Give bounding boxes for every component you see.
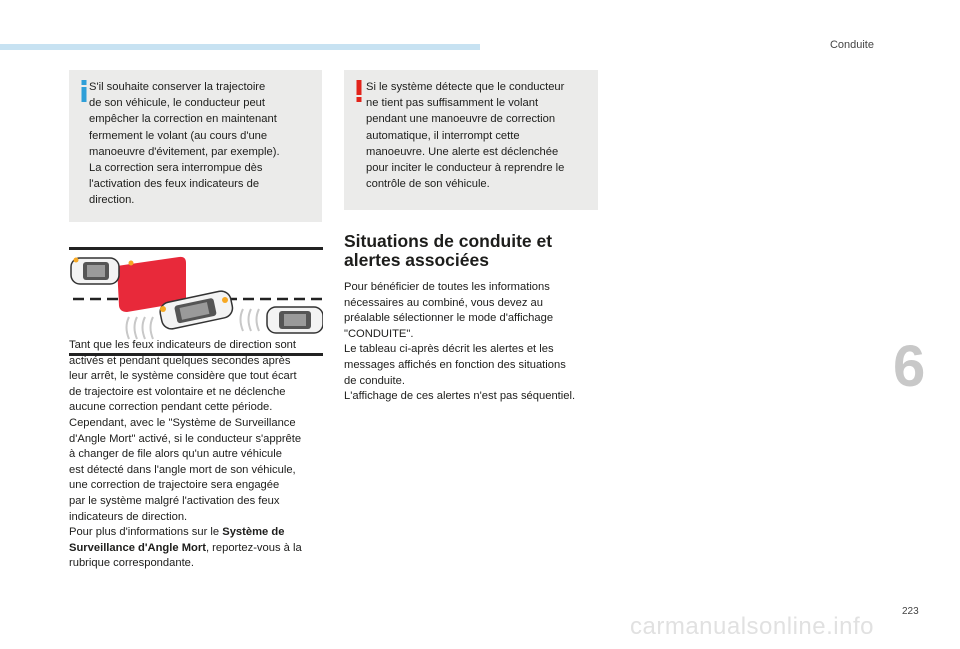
info-note-text: S'il souhaite conserver la trajectoire de son véhicule, le conducteur peut empêcher la correction en maintenant fermement le volant (au cours d'une manoeuvre d'évitement, par exemple). La correction sera interrompue dès l'activation des feux indicateurs de direction.: [89, 81, 280, 207]
section-heading: Situations de conduite et alertes associées: [344, 231, 553, 270]
left-column-text-tail: , reportez-vous à la rubrique correspondante.: [69, 541, 302, 570]
warning-note: [344, 70, 598, 210]
info-icon: [80, 80, 88, 102]
turn-indicator-light: [129, 261, 134, 266]
blind-spot-system-bold: Système de Surveillance d'Angle Mort: [69, 526, 285, 554]
warning-note-text: Si le système détecte que le conducteur ne tient pas suffisamment le volant pendant une manoeuvre de correction automatique, il interrompt cette manoeuvre. Une alerte est déclenchée pour inciter le conducteur à reprendre le contrôle de son véhicule.: [366, 81, 565, 191]
header-bar: [0, 44, 480, 50]
car-right-bottom: [267, 307, 323, 333]
road-edge-top: [69, 247, 323, 250]
right-column-text: Pour bénéficier de toutes les informations nécessaires au combiné, vous devez au préalable sélectionner le mode d'affichage "CONDUITE". Le tableau ci-après décrit les alertes et les messages affichés en fonction des situations de conduite. L'affichage de ces alertes n'est pas séquentiel.: [344, 281, 576, 403]
left-column-text: [69, 338, 325, 572]
wave-marks-left: [127, 317, 154, 339]
turn-indicator-light: [222, 297, 228, 303]
section-title: Conduite: [829, 39, 874, 51]
wave-marks-right: [241, 309, 260, 331]
turn-indicator-light: [160, 306, 166, 312]
chapter-number: 6: [893, 334, 926, 399]
page-number: 223: [902, 606, 919, 617]
car-left-top: [71, 258, 119, 284]
watermark: carmanualsonline.info: [630, 613, 874, 640]
warning-exclamation-icon: [355, 80, 363, 102]
turn-indicator-light: [74, 258, 79, 263]
left-column-text-main: Tant que les feux indicateurs de direction sont activés et pendant quelques secondes après leur arrêt, le système considère que tout écart de trajectoire est volontaire et ne déclenche aucune correction pendant cette période. Cependant, avec le "Système de Surveillance d'Angle Mort" activé, si le conducteur s'apprête à changer de file alors qu'un autre véhicule est détecté dans l'angle mort de son véhicule, une correction de trajectoire sera engagée par le système malgré l'activation des feux indicateurs de direction. Pour plus d'informations sur le: [69, 339, 302, 539]
info-note: [69, 70, 322, 222]
